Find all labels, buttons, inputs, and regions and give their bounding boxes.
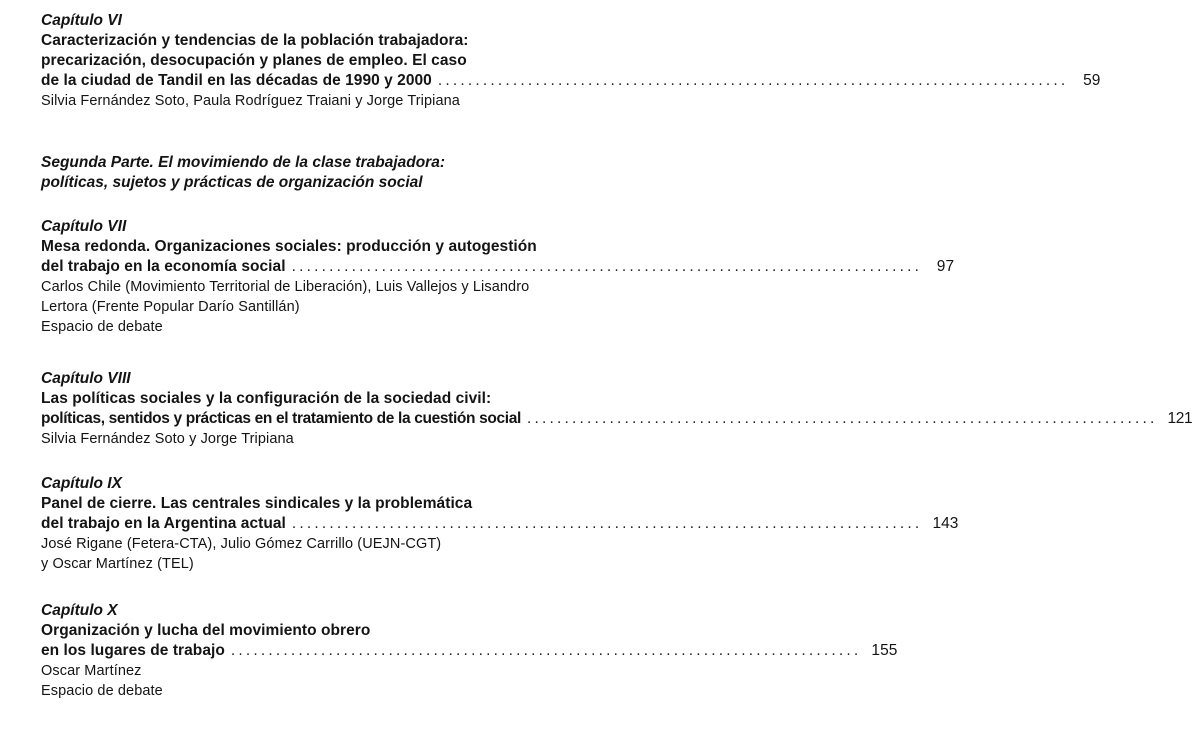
chapter-title-line: Caracterización y tendencias de la población trabajadora: (41, 32, 469, 49)
dot-leader: .................................................................................... (291, 258, 923, 275)
chapter-title-line: Las políticas sociales y la configuración de la sociedad civil: (41, 390, 492, 407)
dot-leader: .................................................................................... (291, 515, 923, 532)
chapter-title-text: políticas, sentidos y prácticas en el tratamiento de la cuestión social (41, 410, 521, 427)
chapter-title-line: Organización y lucha del movimiento obrero (41, 622, 371, 639)
chapter-title-line-with-page (41, 257, 955, 277)
toc-entry-chapter-10 (41, 601, 898, 701)
toc-entry-chapter-9 (41, 474, 959, 574)
page-number: 59 (1083, 72, 1101, 89)
page-number: 155 (871, 642, 898, 659)
chapter-title-line-with-page (41, 514, 959, 534)
chapter-label: Capítulo VI (41, 12, 122, 29)
part-heading (41, 153, 571, 193)
chapter-title-line-with-page (41, 641, 898, 661)
author-line: Lertora (Frente Popular Darío Santillán) (41, 299, 300, 315)
chapter-label: Capítulo X (41, 602, 118, 619)
author-line: Silvia Fernández Soto, Paula Rodríguez Traiani y Jorge Tripiana (41, 93, 460, 109)
chapter-label: Capítulo VIII (41, 370, 131, 387)
page-number: 143 (932, 515, 959, 532)
chapter-title-text: de la ciudad de Tandil en las décadas de 1990 y 2000 (41, 72, 432, 89)
author-line: y Oscar Martínez (TEL) (41, 556, 194, 572)
dot-leader: .................................................................................... (437, 72, 1069, 89)
author-line: Oscar Martínez (41, 663, 142, 679)
chapter-title-line: Mesa redonda. Organizaciones sociales: producción y autogestión (41, 238, 537, 255)
toc-entry-chapter-8 (41, 369, 1192, 449)
chapter-title-text: del trabajo en la economía social (41, 258, 286, 275)
author-line: Silvia Fernández Soto y Jorge Tripiana (41, 431, 294, 447)
chapter-label: Capítulo VII (41, 218, 127, 235)
chapter-title-text: del trabajo en la Argentina actual (41, 515, 286, 532)
chapter-title-line: precarización, desocupación y planes de empleo. El caso (41, 52, 467, 69)
chapter-title-text: en los lugares de trabajo (41, 642, 225, 659)
chapter-title-line-with-page (41, 409, 1192, 429)
author-line: José Rigane (Fetera-CTA), Julio Gómez Carrillo (UEJN-CGT) (41, 536, 442, 552)
toc-entry-chapter-6 (41, 11, 1101, 111)
dot-leader: .................................................................................... (230, 642, 862, 659)
author-line: Espacio de debate (41, 683, 163, 699)
part-title-line: políticas, sujetos y prácticas de organización social (41, 174, 423, 191)
author-line: Carlos Chile (Movimiento Territorial de Liberación), Luis Vallejos y Lisandro (41, 279, 530, 295)
chapter-title-line: Panel de cierre. Las centrales sindicales y la problemática (41, 495, 473, 512)
chapter-label: Capítulo IX (41, 475, 122, 492)
toc-entry-chapter-7 (41, 217, 955, 337)
chapter-title-line-with-page (41, 71, 1101, 91)
page-number: 97 (936, 258, 955, 275)
part-title-line: Segunda Parte. El movimiendo de la clase trabajadora: (41, 154, 445, 171)
dot-leader: .................................................................................... (526, 410, 1158, 427)
page-number: 121 (1167, 410, 1192, 427)
author-line: Espacio de debate (41, 319, 163, 335)
